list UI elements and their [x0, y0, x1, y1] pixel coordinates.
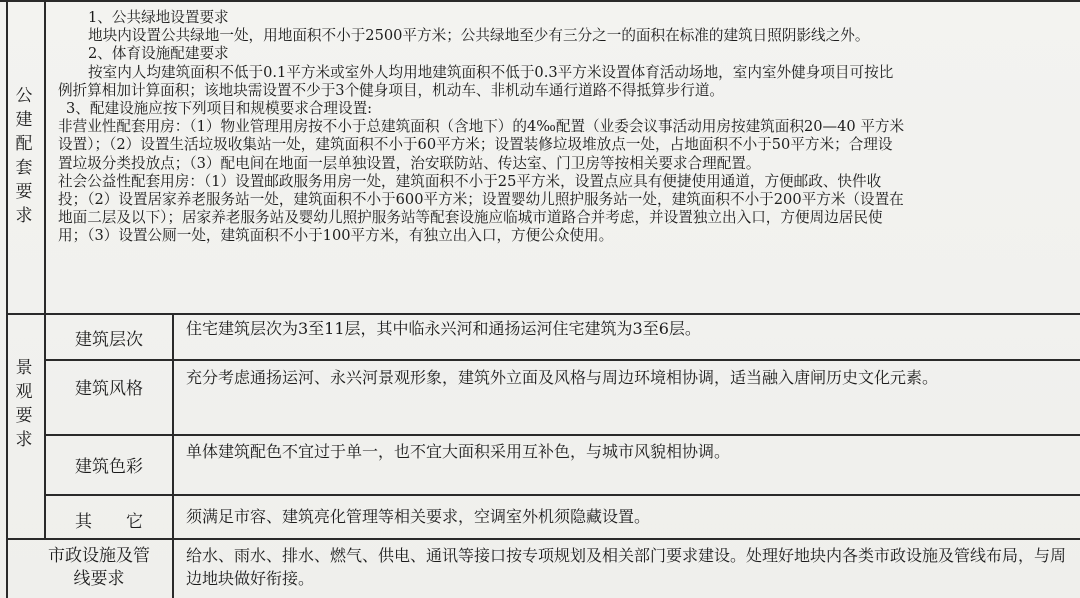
section1-line: 地块内设置公共绿地一处，用地面积不小于2500平方米；公共绿地至少有三分之一的面积在标准的建筑日照阴影线之外。 [88, 27, 870, 45]
section-label-public-facilities: 公建配套要求 [15, 86, 33, 226]
divider-section2 [6, 538, 1080, 540]
section-label-municipal: 市政设施及管线要求 [48, 546, 150, 589]
row-label-building-color: 建筑色彩 [75, 457, 143, 477]
divider-sublabel-column [172, 313, 174, 598]
row-text-building-style: 充分考虑通扬运河、永兴河景观形象，建筑外立面及风格与周边环境相协调，适当融入唐闸历史文化元素。 [186, 368, 939, 387]
section1-line: 地面二层及以下）；居家养老服务站及婴幼儿照护服务站等配套设施应临城市道路合并考虑，并设置独立出入口，方便周边居民使 [58, 209, 883, 227]
section1-line: 社会公益性配套用房：（1）设置邮政服务用房一处，建筑面积不小于25平方米，设置点应具有便捷使用通道，方便邮政、快件收 [58, 172, 882, 190]
divider-row1 [44, 359, 1080, 361]
row-label-building-style: 建筑风格 [75, 379, 143, 399]
row-text-other: 须满足市容、建筑亮化管理等相关要求，空调室外机须隐藏设置。 [186, 507, 651, 526]
top-border [0, 0, 1080, 2]
divider-row2 [44, 434, 1080, 436]
section1-line: 按室内人均建筑面积不低于0.1平方米或室外人均用地建筑面积不低于0.3平方米设置体育活动场地，室内室外健身项目可按比 [88, 63, 894, 81]
divider-section1 [6, 313, 1080, 315]
section1-line: 非营业性配套用房：（1）物业管理用房按不小于总建筑面积（含地下）的4‰配置（业委会议事活动用房按建筑面积20—40 平方米 [58, 118, 905, 136]
section1-line: 用；（3）设置公厕一处，建筑面积不小于100平方米，有独立出入口，方便公众使用。 [58, 227, 614, 245]
section1-content [58, 9, 1074, 246]
section1-line: 1、公共绿地设置要求 [88, 9, 229, 26]
left-border [6, 0, 8, 598]
section1-line: 设置）；（2）设置生活垃圾收集站一处，建筑面积不小于60平方米；设置装修垃圾堆放点一处，占地面积不小于50平方米；合理设 [58, 136, 893, 154]
section1-line: 例折算相加计算面积；该地块需设置不少于3个健身项目，机动车、非机动车通行道路不得抵算步行道。 [58, 81, 725, 99]
section3-text: 给水、雨水、排水、燃气、供电、通讯等接口按专项规划及相关部门要求建设。处理好地块内各类市政设施及管线布局，与周边地块做好衔接。 [186, 546, 1067, 588]
section1-line: 置垃圾分类投放点；（3）配电间在地面一层单独设置，治安联防站、传达室、门卫房等按相关要求合理配置。 [58, 154, 761, 172]
section1-line: 3、配建设施应按下列项目和规模要求合理设置: [66, 100, 373, 118]
row-text-building-height: 住宅建筑层次为3至11层，其中临永兴河和通扬运河住宅建筑为3至6层。 [186, 319, 701, 338]
section1-line: 2、体育设施配建要求 [88, 45, 229, 63]
row-text-building-color: 单体建筑配色不宜过于单一，也不宜大面积采用互补色，与城市风貌相协调。 [186, 442, 731, 461]
divider-row3 [44, 494, 1080, 496]
section-label-landscape: 景观要求 [15, 358, 33, 450]
row-label-other: 其 它 [75, 512, 143, 532]
row-label-building-height: 建筑层次 [75, 330, 143, 350]
section1-line: 投；（2）设置居家养老服务站一处，建筑面积不小于600平方米；设置婴幼儿照护服务站一处，建筑面积不小于200平方米（设置在 [58, 191, 904, 209]
